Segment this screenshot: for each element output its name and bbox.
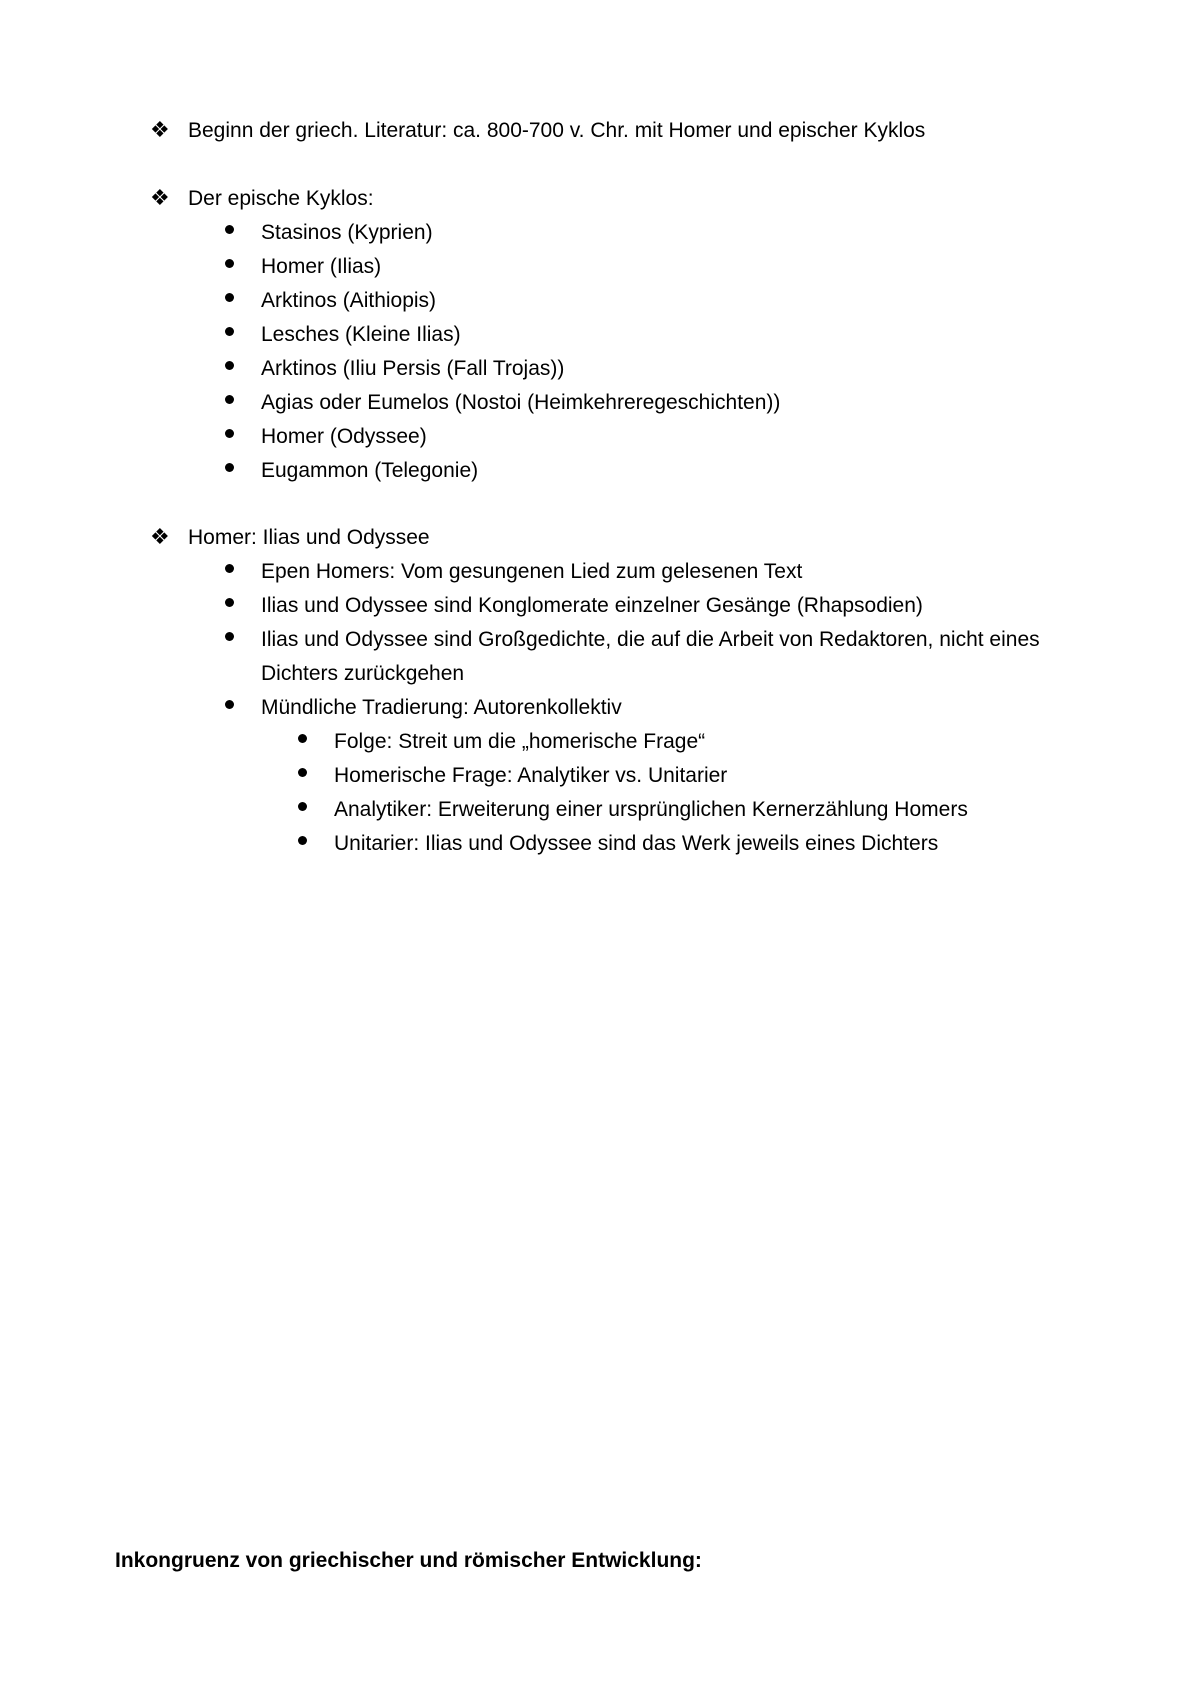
list-item: Eugammon (Telegonie) (261, 459, 479, 482)
dot-bullet-icon (225, 259, 234, 268)
list-item-continuation: Dichters zurückgehen (261, 662, 465, 685)
sub-list-item: Homerische Frage: Analytiker vs. Unitarier (334, 764, 728, 787)
diamond-bullet-icon: ❖ (150, 117, 170, 142)
dot-bullet-icon (225, 463, 234, 472)
dot-bullet-icon (225, 225, 234, 234)
list-item: Homer (Ilias) (261, 255, 382, 278)
list-item: Epen Homers: Vom gesungenen Lied zum gelesenen Text (261, 560, 803, 583)
list-item: Agias oder Eumelos (Nostoi (Heimkehreregeschichten)) (261, 391, 781, 414)
bottom-heading: Inkongruenz von griechischer und römischer Entwicklung: (115, 1549, 702, 1572)
list-item: Arktinos (Iliu Persis (Fall Trojas)) (261, 357, 565, 380)
sub-list-item: Unitarier: Ilias und Odyssee sind das Werk jeweils eines Dichters (334, 832, 939, 855)
dot-bullet-icon (298, 836, 307, 845)
section-heading-2: Der epische Kyklos: (188, 187, 374, 210)
dot-bullet-icon (225, 598, 234, 607)
section-heading-1: Beginn der griech. Literatur: ca. 800-700 v. Chr. mit Homer und epischer Kyklos (188, 119, 926, 142)
dot-bullet-icon (298, 768, 307, 777)
list-item: Ilias und Odyssee sind Großgedichte, die auf die Arbeit von Redaktoren, nicht eines (261, 628, 1040, 651)
dot-bullet-icon (298, 734, 307, 743)
dot-bullet-icon (225, 293, 234, 302)
list-item: Lesches (Kleine Ilias) (261, 323, 461, 346)
list-item: Ilias und Odyssee sind Konglomerate einzelner Gesänge (Rhapsodien) (261, 594, 923, 617)
sub-list-item: Folge: Streit um die „homerische Frage“ (334, 730, 706, 753)
dot-bullet-icon (225, 327, 234, 336)
dot-bullet-icon (225, 395, 234, 404)
list-item: Arktinos (Aithiopis) (261, 289, 437, 312)
diamond-bullet-icon: ❖ (150, 524, 170, 549)
dot-bullet-icon (225, 564, 234, 573)
diamond-bullet-icon: ❖ (150, 185, 170, 210)
section-heading-3: Homer: Ilias und Odyssee (188, 526, 430, 549)
sub-list-item: Analytiker: Erweiterung einer ursprünglichen Kernerzählung Homers (334, 798, 968, 821)
dot-bullet-icon (225, 632, 234, 641)
list-item: Mündliche Tradierung: Autorenkollektiv (261, 696, 622, 719)
list-item: Stasinos (Kyprien) (261, 221, 433, 244)
list-item: Homer (Odyssee) (261, 425, 427, 448)
dot-bullet-icon (298, 802, 307, 811)
dot-bullet-icon (225, 700, 234, 709)
dot-bullet-icon (225, 361, 234, 370)
dot-bullet-icon (225, 429, 234, 438)
